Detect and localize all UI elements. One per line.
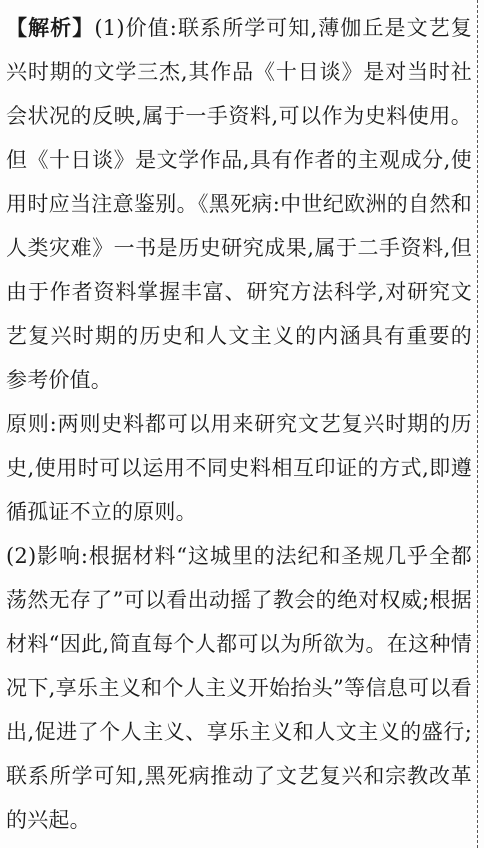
paragraph-text: 原则:两则史料都可以用来研究文艺复兴时期的历史,使用时可以运用不同史料相互印证的方式,即遵循孤证不立的原则。 bbox=[6, 412, 472, 524]
answer-explanation bbox=[6, 6, 472, 842]
paragraph-influence bbox=[6, 534, 472, 842]
paragraph-principle bbox=[6, 402, 472, 534]
paragraph-text: (1)价值:联系所学可知,薄伽丘是文艺复兴时期的文学三杰,其作品《十日谈》是对当时社会状况的反映,属于一手资料,可以作为史料使用。但《十日谈》是文学作品,具有作者的主观成分,使用时应当注意鉴别。《黑死病:中世纪欧洲的自然和人类灾难》一书是历史研究成果,属于二手资料,但由于作者资料掌握丰富、研究方法科学,对研究文艺复兴时期的历史和人文主义的内涵具有重要的参考价值。 bbox=[6, 16, 472, 392]
analysis-tag: 【解析】 bbox=[6, 16, 95, 40]
paragraph-value bbox=[6, 6, 472, 402]
dashed-margin-line bbox=[477, 0, 478, 848]
paragraph-text: (2)影响:根据材料“这城里的法纪和圣规几乎全都荡然无存了”可以看出动摇了教会的绝对权威;根据材料“因此,简直每个人都可以为所欲为。在这种情况下,享乐主义和个人主义开始抬头”等信息可以看出,促进了个人主义、享乐主义和人文主义的盛行;联系所学可知,黑死病推动了文艺复兴和宗教改革的兴起。 bbox=[6, 544, 472, 832]
